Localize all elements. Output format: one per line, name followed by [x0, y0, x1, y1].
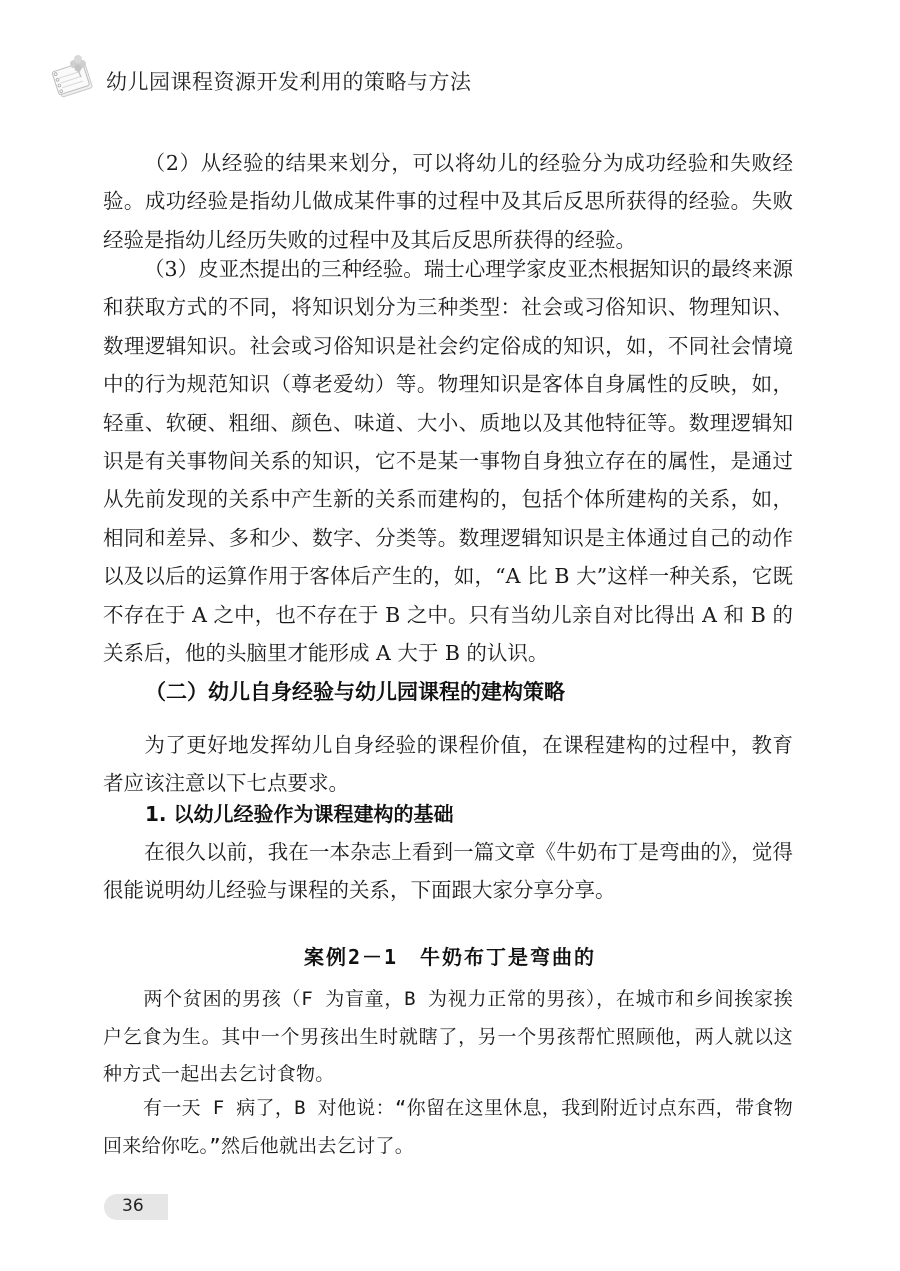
paragraph-experience-result: （2）从经验的结果来划分，可以将幼儿的经验分为成功经验和失败经验。成功经验是指幼儿做成某件事的过程中及其后反思所获得的经验。失败经验是指幼儿经历失败的过程中及其后反思所获得的经验。 [103, 151, 793, 252]
case-paragraph-two-boys: 两个贫困的男孩（F 为盲童，B 为视力正常的男孩），在城市和乡间挨家挨户乞食为生。其中一个男孩出生时就瞎了，另一个男孩帮忙照顾他，两人就以这种方式一起出去乞讨食物。 [103, 988, 793, 1085]
book-title: 幼儿园课程资源开发利用的策略与方法 [106, 70, 472, 94]
page-number: 36 [122, 1196, 144, 1216]
notebook-clover-icon [48, 54, 98, 104]
case-paragraph-f-sick: 有一天 F 病了，B 对他说：“你留在这里休息，我到附近讨点东西，带食物回来给你吃。”然后他就出去乞讨了。 [103, 1097, 793, 1157]
paragraph-piaget-three-experiences: （3）皮亚杰提出的三种经验。瑞士心理学家皮亚杰根据知识的最终来源和获取方式的不同，将知识划分为三种类型：社会或习俗知识、物理知识、数理逻辑知识。社会或习俗知识是社会约定俗成的知识，如，不同社会情境中的行为规范知识（尊老爱幼）等。物理知识是客体自身属性的反映，如，轻重、软硬、粗细、颜色、味道、大小、质地以及其他特征等。数理逻辑知识是有关事物间关系的知识，它不是某一事物自身独立存在的属性，是通过从先前发现的关系中产生新的关系而建构的，包括个体所建构的关系，如，相同和差异、多和少、数字、分类等。数理逻辑知识是主体通过自己的动作以及以后的运算作用于客体后产生的，如，“A 比 B 大”这样一种关系，它既不存在于 A 之中，也不存在于 B 之中。只有当幼儿亲自对比得出 A 和 B 的关系后，他的头脑里才能形成 A 大于 B 的认识。 [103, 257, 793, 666]
sub-heading: 1. 以幼儿经验作为课程建构的基础 [145, 802, 454, 826]
running-header [48, 54, 472, 104]
paragraph-article-intro: 在很久以前，我在一本杂志上看到一篇文章《牛奶布丁是弯曲的》，觉得很能说明幼儿经验与课程的关系，下面跟大家分享分享。 [103, 840, 793, 903]
case-heading: 案例2－1 牛奶布丁是弯曲的 [303, 945, 597, 969]
page-number-tab [104, 1194, 168, 1220]
paragraph-seven-requirements: 为了更好地发挥幼儿自身经验的课程价值，在课程建构的过程中，教育者应该注意以下七点要求。 [103, 733, 793, 796]
section-heading: （二）幼儿自身经验与幼儿园课程的建构策略 [145, 680, 565, 704]
